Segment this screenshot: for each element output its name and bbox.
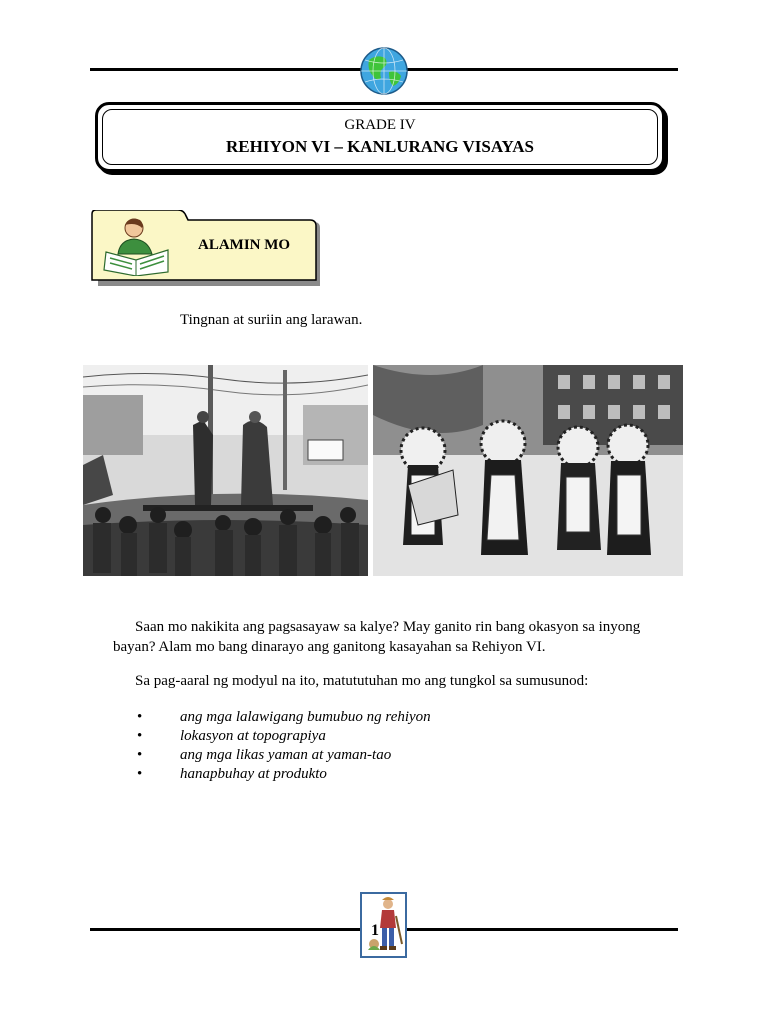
list-item — [135, 708, 431, 727]
topic-text: lokasyon at topograpiya — [180, 728, 326, 744]
bullet-icon: • — [137, 709, 143, 725]
page-number: 1 — [371, 922, 379, 939]
region-title: REHIYON VI – KANLURANG VISAYAS — [226, 137, 534, 156]
topic-text: hanapbuhay at produkto — [180, 766, 327, 782]
lead-paragraph: Sa pag-aaral ng modyul na ito, matututuhan mo ang tungkol sa sumusunod: — [135, 673, 589, 689]
procession-photo — [83, 365, 368, 576]
instruction-text: Tingnan at suriin ang larawan. — [180, 312, 363, 328]
intro-paragraph: Saan mo nakikita ang pagsasayaw sa kalye? May ganito rin bang okasyon sa inyong bayan? Alam mo bang dinarayo ang ganitong kasayahan sa Rehiyon VI. — [113, 619, 641, 655]
festival-photo-left — [83, 365, 368, 576]
festival-photo-right — [373, 365, 683, 576]
title-box — [95, 102, 665, 172]
grade-label: GRADE IV — [344, 117, 416, 133]
section-label: ALAMIN MO — [198, 237, 291, 253]
list-item — [135, 727, 431, 746]
list-item — [135, 746, 431, 765]
topic-text: ang mga lalawigang bumubuo ng rehiyon — [180, 709, 431, 725]
bullet-icon: • — [137, 747, 143, 763]
dancers-photo — [373, 365, 683, 576]
globe-icon — [359, 46, 409, 96]
bullet-icon: • — [137, 728, 143, 744]
page-number-badge — [360, 892, 407, 958]
topic-list — [135, 708, 431, 784]
farmer-figure-icon — [362, 894, 405, 956]
reading-person-icon — [100, 214, 174, 276]
list-item — [135, 765, 431, 784]
bullet-icon: • — [137, 766, 143, 782]
topic-text: ang mga likas yaman at yaman-tao — [180, 747, 392, 763]
